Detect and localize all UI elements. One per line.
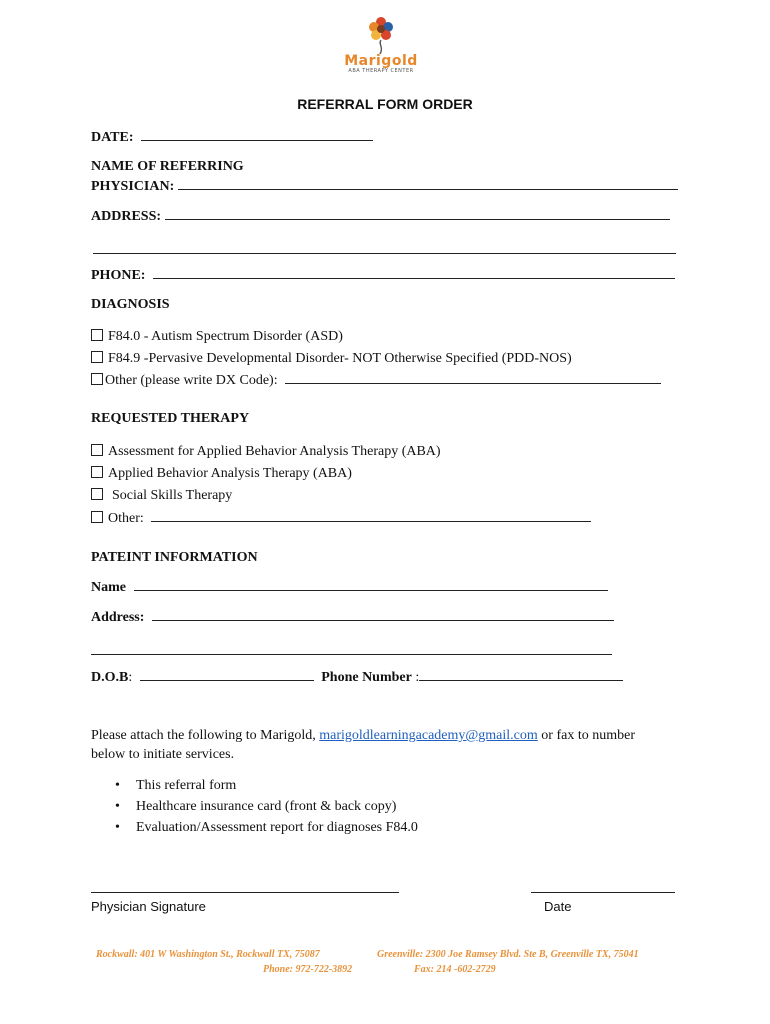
footer-rockwall-address: Rockwall: 401 W Washington St., Rockwall TX, 75087 <box>96 949 320 960</box>
diagnosis-heading: DIAGNOSIS <box>91 297 170 312</box>
patient-heading: PATEINT INFORMATION <box>91 550 258 565</box>
phone-number-label: Phone Number <box>321 670 412 685</box>
address-field[interactable] <box>91 207 670 226</box>
referring-physician-line[interactable] <box>178 177 678 190</box>
date-label: DATE: <box>91 130 134 145</box>
marigold-flower-icon <box>366 14 396 56</box>
checkbox-icon[interactable] <box>91 444 103 456</box>
referring-physician-field[interactable] <box>91 177 678 196</box>
referring-physician-label-line1: NAME OF REFERRING <box>91 159 244 174</box>
dx-code-line[interactable] <box>285 371 661 384</box>
phone-label: PHONE: <box>91 268 146 283</box>
patient-name-label: Name <box>91 580 126 595</box>
patient-dob-phone-row[interactable]: D.O.B: Phone Number : <box>91 668 623 687</box>
date-line[interactable] <box>141 128 373 141</box>
footer-greenville-address: Greenville: 2300 Joe Ramsey Blvd. Ste B, Greenville TX, 75041 <box>377 949 639 960</box>
footer-rockwall-phone: Phone: 972-722-3892 <box>263 964 353 975</box>
address-label: ADDRESS: <box>91 209 162 224</box>
checkbox-icon[interactable] <box>91 329 103 341</box>
patient-address-line-2[interactable] <box>91 654 612 655</box>
checkbox-icon[interactable] <box>91 488 103 500</box>
marigold-logo <box>336 14 426 80</box>
email-link[interactable]: marigoldlearningacademy@gmail.com <box>319 728 538 743</box>
therapy-option-other[interactable]: Other: <box>91 509 591 528</box>
instructions-line1: Please attach the following to Marigold, marigoldlearningacademy@gmail.com or fax to number <box>91 728 635 743</box>
list-item: • Evaluation/Assessment report for diagnoses F84.0 <box>91 817 418 838</box>
patient-address-label: Address: <box>91 610 145 625</box>
page-title: REFERRAL FORM ORDER <box>297 96 473 112</box>
address-line[interactable] <box>165 207 670 220</box>
therapy-other-line[interactable] <box>151 509 591 522</box>
list-item: • This referral form <box>91 775 418 796</box>
address-line-2[interactable] <box>93 253 676 254</box>
patient-address-field[interactable] <box>91 608 614 627</box>
dob-line[interactable] <box>140 668 314 681</box>
diagnosis-option-asd[interactable]: F84.0 - Autism Spectrum Disorder (ASD) <box>91 328 343 346</box>
physician-signature-label: Physician Signature <box>91 899 206 914</box>
therapy-option-social-skills[interactable]: Social Skills Therapy <box>91 487 232 505</box>
therapy-option-aba[interactable]: Applied Behavior Analysis Therapy (ABA) <box>91 465 352 483</box>
referring-physician-label: PHYSICIAN: <box>91 179 175 194</box>
checkbox-icon[interactable] <box>91 373 103 385</box>
therapy-heading: REQUESTED THERAPY <box>91 411 250 426</box>
date-field[interactable] <box>91 128 373 147</box>
checkbox-icon[interactable] <box>91 351 103 363</box>
patient-name-line[interactable] <box>134 578 608 591</box>
patient-address-line[interactable] <box>152 608 614 621</box>
attachment-list <box>91 775 418 838</box>
phone-line[interactable] <box>153 266 675 279</box>
therapy-option-assessment[interactable]: Assessment for Applied Behavior Analysis Therapy (ABA) <box>91 443 441 461</box>
phone-field[interactable] <box>91 266 675 285</box>
diagnosis-option-other[interactable]: Other (please write DX Code): <box>91 371 661 390</box>
diagnosis-option-pdd-nos[interactable]: F84.9 -Pervasive Developmental Disorder- NOT Otherwise Specified (PDD-NOS) <box>91 350 572 368</box>
footer-greenville-fax: Fax: 214 -602-2729 <box>414 964 496 975</box>
physician-signature-line[interactable] <box>91 892 399 893</box>
phone-number-line[interactable] <box>419 668 623 681</box>
logo-tagline: ABA THERAPY CENTER <box>348 68 414 74</box>
patient-name-field[interactable] <box>91 578 608 597</box>
checkbox-icon[interactable] <box>91 511 103 523</box>
logo-name: Marigold <box>344 53 418 69</box>
signature-date-label: Date <box>544 899 572 914</box>
instructions-line2: below to initiate services. <box>91 747 235 762</box>
signature-date-line[interactable] <box>531 892 675 893</box>
list-item: • Healthcare insurance card (front & back copy) <box>91 796 418 817</box>
dob-label: D.O.B <box>91 670 129 685</box>
checkbox-icon[interactable] <box>91 466 103 478</box>
